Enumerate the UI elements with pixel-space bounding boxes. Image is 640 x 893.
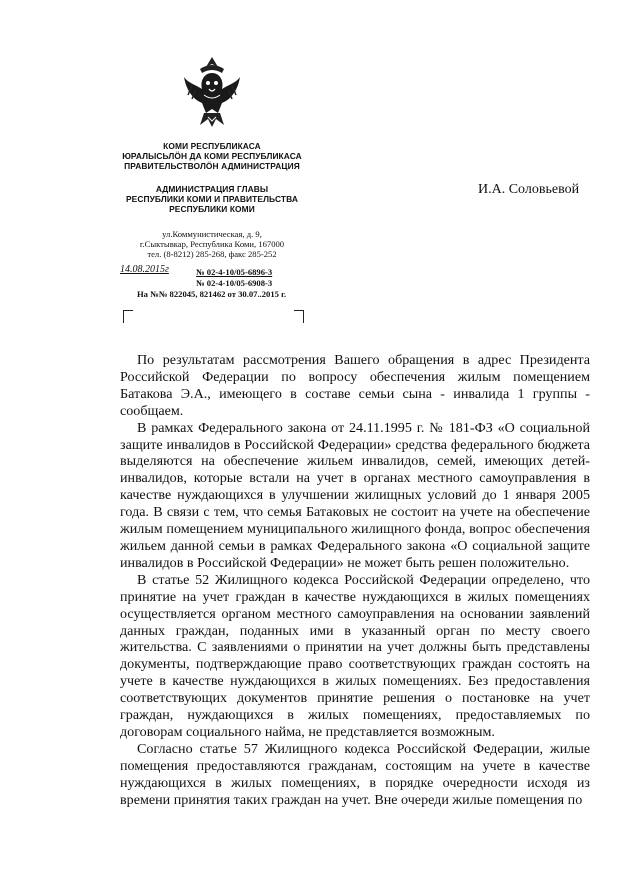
body-paragraph-4: Согласно статье 57 Жилищного кодекса Российской Федерации, жилые помещения предоставляются гражданам, состоящим на учете в качестве нуждающихся в жилых помещениях, в порядке очередности исходя из времени принятия таких граждан на учет. Вне очереди жилые помещения по (120, 740, 590, 808)
reg-number-2: № 02-4-10/05-6908-3 (196, 278, 273, 288)
address-line-3: тел. (8-8212) 285-268, факс 285-252 (147, 248, 277, 259)
org-name-russian (100, 184, 324, 214)
org-komi-line-1: КОМИ РЕСПУБЛИКАСА (163, 141, 261, 151)
handwritten-date: 14.08.2015г (120, 264, 169, 275)
letter-body (120, 352, 590, 808)
recipient-name: И.А. Соловьевой (478, 182, 580, 197)
body-paragraph-1: По результатам рассмотрения Вашего обращения в адрес Президента Российской Федерации по вопросу обеспечения жилым помещением Батакова Э.А., имеющего в составе семьи сына - инвалида 1 группы - сообщаем. (120, 352, 590, 419)
reference-line: На №№ 822045, 821462 от 30.07..2015 г. (137, 289, 287, 299)
org-komi-line-2: ЮРАЛЫСЬЛӦН ДА КОМИ РЕСПУБЛИКАСА (122, 151, 302, 161)
address-line-2: г.Сыктывкар, Республика Коми, 167000 (139, 238, 285, 249)
org-ru-line-2: РЕСПУБЛИКИ КОМИ И ПРАВИТЕЛЬСТВА (125, 194, 298, 204)
body-paragraph-3: В статье 52 Жилищного кодекса Российской Федерации определено, что принятие на учет граждан в качестве нуждающихся в жилых помещениях осуществляется органом местного самоуправления на основании заявлений данных граждан, поданных ими в указанный орган по месту своего жительства. С заявлениями о принятии на учет должны быть представлены документы, подтверждающие право соответствующих граждан состоять на учете в качестве нуждающихся в жилых помещениях. Без предоставления соответствующих документов принятие решения о постановке на учет граждан, нуждающихся в жилых помещениях, предоставляемых по договорам социального найма, не представляется возможным. (120, 571, 590, 740)
address-corner-left (123, 310, 133, 323)
org-ru-line-3: РЕСПУБЛИКИ КОМИ (169, 204, 255, 214)
address-corner-right (294, 310, 304, 323)
org-address (100, 230, 324, 259)
org-name-komi (100, 141, 324, 171)
komi-coat-of-arms-icon (182, 55, 242, 129)
address-line-1: ул.Коммунистическая, д. 9, (162, 229, 262, 239)
reg-number-1: № 02-4-10/05-6896-3 (196, 267, 273, 277)
org-ru-line-1: АДМИНИСТРАЦИЯ ГЛАВЫ (155, 184, 269, 194)
body-paragraph-2: В рамках Федерального закона от 24.11.1995 г. № 181-ФЗ «О социальной защите инвалидов в Российской Федерации» средства федерального бюджета выделяются на обеспечение жильем инвалидов, семей, имеющих детей-инвалидов, которые встали на учет в органах местного самоуправления в качестве нуждающихся в улучшении жилищных условий до 1 января 2005 года. В связи с тем, что семья Батаковых не состоит на учете на обеспечение жилым помещением муниципального жилищного фонда, вопрос обеспечения жильем данной семьи в рамках Федерального закона «О социальной защите инвалидов в Российской Федерации» не может быть решен положительно. (120, 419, 590, 571)
org-komi-line-3: ПРАВИТЕЛЬСТВОЛӦН АДМИНИСТРАЦИЯ (124, 161, 300, 171)
